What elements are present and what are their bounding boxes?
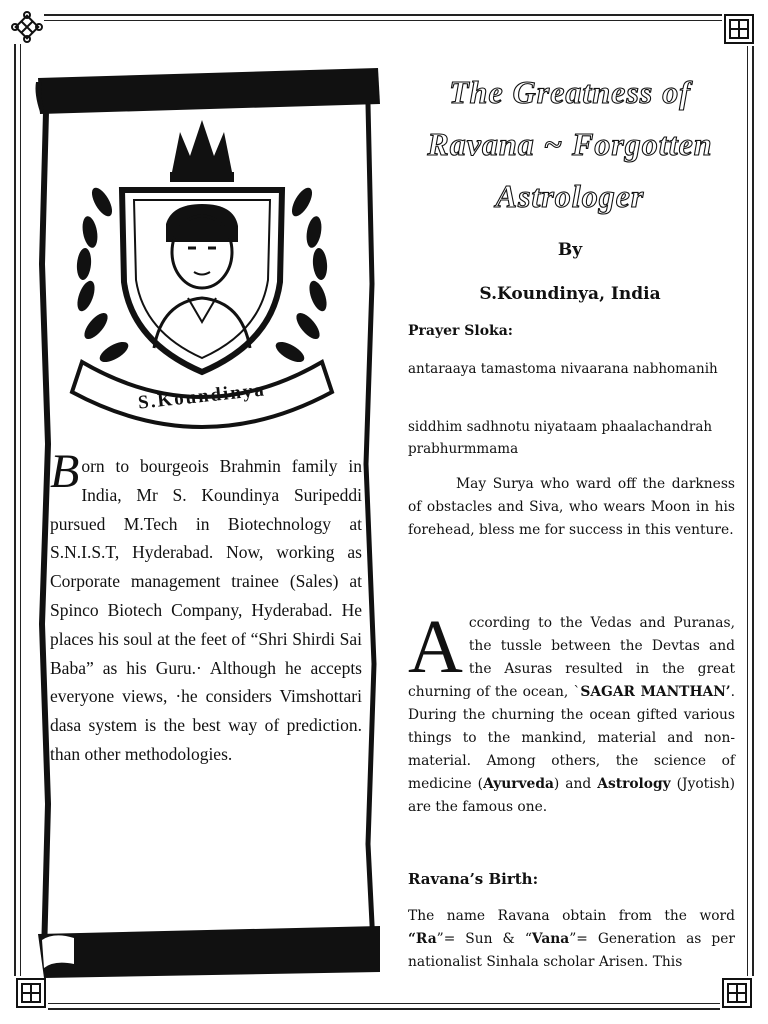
title-line-3: Astrologer: [495, 178, 645, 214]
birth-text-2: ”= Sun & “: [436, 931, 532, 947]
portrait-emblem: [62, 112, 342, 432]
intro-paragraph: [408, 605, 735, 819]
title-line-1: The Greatness of: [449, 74, 691, 110]
intro-text-3: ) and: [553, 776, 598, 792]
intro-bold-astrology: Astrology: [597, 776, 671, 792]
bio-dropcap: B: [50, 445, 80, 498]
title-line-2: Ravana ~ Forgotten: [427, 126, 713, 162]
intro-text-4: (Jyotish) are the famous one.: [408, 776, 735, 815]
birth-text-3: ”= Generation as per nationalist Sinhala scholar Arisen. This: [408, 931, 735, 970]
intro-dropcap: A: [408, 605, 463, 689]
sloka-line-2: siddhim sadhnotu niyataam phaalachandrah prabhurmmama: [408, 419, 713, 457]
bio-text: orn to bourgeois Brahmin family in India, Mr S. Koundinya Suripeddi pursued M.Tech in Biotechnology at S.N.I.S.T, Hyderabad. Now, working as Corporate management trainee (Sales) at Spinco Biotech Company, Hyderabad. He places his soul at the feet of “Shri Shirdi Sai Baba” as his Guru.· Although he accepts everyone views, ·he considers Vimshottari dasa system is the best way of prediction. than other methodologies.: [50, 456, 362, 764]
intro-text-1: ccording to the Vedas and Puranas, the tussle between the Devtas and the Asuras resulted in the great churning of the ocean, `: [408, 615, 735, 700]
prayer-heading: Prayer Sloka:: [408, 323, 513, 339]
birth-paragraph: [408, 905, 735, 974]
birth-bold-vana: Vana: [531, 931, 570, 947]
key-pattern-corner-icon: [722, 12, 756, 46]
birth-bold-ra: “Ra: [408, 931, 437, 947]
byline-label: By: [557, 240, 583, 260]
name-ribbon-text: S.Koundinya: [137, 379, 267, 414]
sloka-line-1: antaraaya tamastoma nivaarana nabhomanih: [408, 361, 718, 377]
intro-bold-sagar: SAGAR MANTHAN’: [580, 684, 731, 700]
crown-icon: [170, 120, 234, 182]
intro-text-2: . During the churning the ocean gifted various things to the mankind, material and non-material. Among others, the science of medicine (: [408, 684, 735, 792]
portrait-avatar: [154, 204, 250, 348]
key-pattern-corner-icon: [720, 976, 754, 1010]
author-name: S.Koundinya, India: [479, 284, 661, 304]
key-pattern-corner-icon: [14, 976, 48, 1010]
intro-bold-ayurveda: Ayurveda: [483, 776, 554, 792]
article-title: [410, 66, 730, 222]
prayer-translation: May Surya who ward off the darkness of obstacles and Siva, who wears Moon in his forehead, bless me for success in this venture.: [408, 476, 735, 538]
author-bio: [50, 445, 362, 769]
birth-heading: Ravana’s Birth:: [408, 870, 539, 888]
birth-text-1: The name Ravana obtain from the word: [408, 908, 735, 924]
endless-knot-icon: [10, 10, 44, 44]
